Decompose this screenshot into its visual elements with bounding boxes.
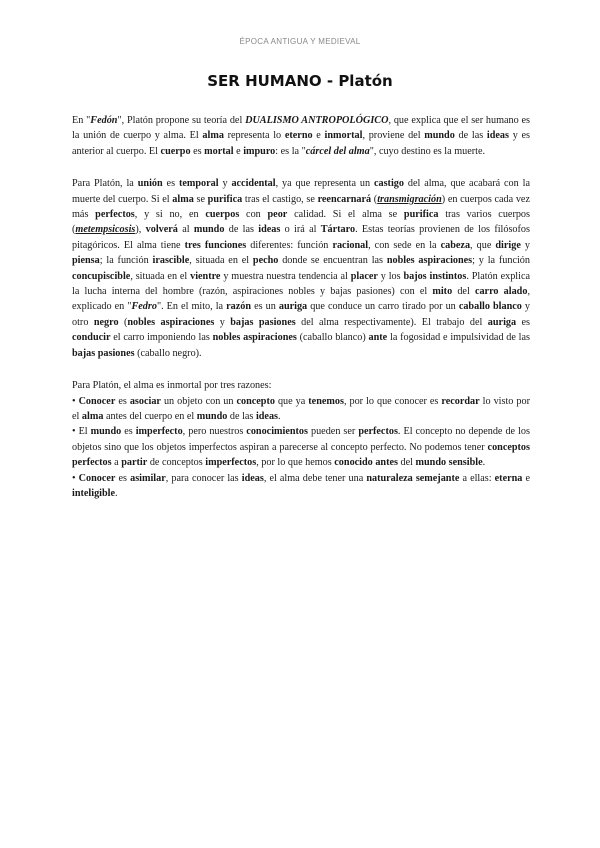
text-run: de las [227, 410, 256, 422]
text-run: , situada en el [189, 255, 253, 267]
text-run: , y si no, en [134, 209, 206, 221]
text-run: . [278, 410, 281, 422]
emphasis-text: conocimientos [246, 426, 308, 438]
text-run: En " [72, 115, 91, 126]
text-run: se [193, 193, 208, 205]
emphasis-text: ideas [486, 130, 509, 142]
text-run: ", cuyo destino es la muerte. [369, 145, 486, 157]
emphasis-text: imperfectos [205, 457, 257, 469]
text-run: diferentes: función [246, 239, 333, 251]
emphasis-text: ideas [255, 410, 279, 422]
text-run: y los [377, 270, 404, 282]
text-run: que conduce un carro tirado por un [307, 301, 459, 313]
emphasis-text: piensa [72, 255, 100, 267]
text-run: el carro imponiendo las [110, 332, 213, 344]
text-run: representa lo [223, 130, 285, 142]
text-run: la fogosidad e impulsividad de las [387, 332, 530, 344]
text-run: ( [371, 193, 378, 205]
page-title: SER HUMANO - Platón [207, 72, 393, 90]
paragraph-union-soul-functions [72, 176, 530, 361]
emphasis-text: DUALISMO ANTROPOLÓGICO [245, 115, 389, 126]
emphasis-text: dirige [495, 239, 521, 251]
text-run: donde se encuentran las [278, 255, 387, 267]
emphasis-text: peor [267, 209, 288, 221]
emphasis-text: alma [172, 193, 194, 205]
emphasis-text: mundo [90, 426, 122, 438]
text-run: del [452, 286, 475, 298]
emphasis-text: concupiscible [72, 270, 131, 282]
emphasis-text: auriga [278, 301, 308, 313]
text-run: , por lo que conocer es [343, 395, 442, 407]
emphasis-text: temporal [178, 178, 219, 190]
text-run: que ya [274, 395, 309, 407]
text-run: del alma, que acabará con la muerte del cuerpo. Si el [72, 178, 530, 205]
emphasis-text: purifica [207, 193, 243, 205]
text-run: es [115, 472, 131, 484]
text-run: a ellas: [459, 472, 495, 484]
list-item-reason-1 [72, 394, 530, 425]
emphasis-text: nobles aspiraciones [386, 255, 473, 267]
emphasis-text: accidental [231, 178, 276, 190]
text-run: ", Platón propone su teoría del [117, 115, 246, 126]
emphasis-text: pecho [252, 255, 279, 267]
text-run: . Estas teorías provienen de los filósofos pitagóricos. El alma tiene [72, 224, 530, 251]
text-run: e [522, 472, 530, 484]
emphasis-text: bajas pasiones [230, 316, 296, 328]
text-run: , que [470, 239, 496, 251]
document-body [72, 113, 530, 501]
emphasis-text: carro alado [474, 286, 528, 298]
emphasis-text: eterna [494, 472, 523, 484]
emphasis-text: perfectos [95, 209, 135, 221]
emphasis-text: reencarnará [317, 193, 372, 205]
emphasis-text: placer [350, 270, 378, 282]
text-run: , pero nuestros [182, 426, 247, 438]
emphasis-text: inmortal [324, 130, 363, 142]
emphasis-text: antes [375, 457, 398, 469]
emphasis-text: alma [81, 410, 104, 422]
emphasis-text: asimilar [130, 472, 166, 484]
emphasis-text: Fedón [90, 115, 118, 126]
emphasis-text: ante [368, 332, 388, 344]
text-run: de las [454, 130, 487, 142]
text-run: a [111, 457, 122, 469]
emphasis-text: asociar [129, 395, 161, 407]
emphasis-text: caballo blanco [458, 301, 522, 313]
text-run: con [239, 209, 268, 221]
emphasis-text: partir [121, 457, 148, 469]
emphasis-text: impuro [243, 145, 276, 157]
text-run: . Platón explica la lucha interna del hombre (razón, aspiraciones nobles y bajas pasiones) con el [72, 270, 531, 298]
text-run: Para Platón, el alma es inmortal por tres razones: [72, 380, 272, 392]
emphasis-text: alma [202, 130, 224, 142]
text-run: o irá al [280, 224, 321, 236]
emphasis-text: irascible [152, 255, 190, 267]
emphasis-text: imperfecto [135, 426, 183, 438]
text-run: , ya que representa un [275, 178, 374, 190]
emphasis-text: Conocer [78, 395, 116, 407]
paragraph-immortality-intro [72, 378, 530, 393]
text-run: • [72, 395, 79, 407]
text-run: y otro [72, 301, 530, 328]
emphasis-text: nobles aspiraciones [212, 332, 297, 344]
text-run: del alma respectivamente). El trabajo del [295, 316, 488, 328]
text-run: y [218, 178, 232, 190]
text-run: , situada en el [130, 270, 191, 282]
text-run: tras el castigo, se [242, 193, 318, 205]
text-run: ) en cuerpos cada vez más [72, 193, 530, 221]
emphasis-text: conducir [72, 332, 111, 344]
text-run: de conceptos [147, 457, 206, 469]
emphasis-text: metempsicosis [75, 224, 136, 236]
text-run: y [214, 316, 231, 328]
text-run: , que explica que el ser humano es la unión de cuerpo y alma. El [72, 115, 531, 142]
emphasis-text: mundo [193, 224, 225, 236]
text-run: es [516, 316, 530, 328]
text-run: es [115, 395, 130, 407]
text-run: • [72, 472, 79, 484]
paragraph-intro-dualism [72, 113, 530, 159]
emphasis-text: bajos instintos [403, 270, 467, 282]
emphasis-text: mito [432, 286, 453, 298]
text-run: calidad. Si el alma se [287, 209, 404, 221]
emphasis-text: razón [226, 301, 252, 313]
emphasis-text: unión [137, 178, 163, 190]
text-run: (caballo blanco) [296, 332, 369, 344]
emphasis-text: concepto [236, 395, 275, 407]
emphasis-text: mundo sensible [415, 457, 483, 469]
text-run: es [190, 145, 205, 157]
emphasis-text: perfectos [358, 426, 398, 438]
emphasis-text: ideas [241, 472, 264, 484]
text-run: un objeto con un [160, 395, 237, 407]
text-run: e [312, 130, 325, 142]
emphasis-text: cuerpos [205, 209, 240, 221]
emphasis-text: negro [93, 316, 119, 328]
text-run: tras varios cuerpos ( [72, 209, 530, 236]
list-item-reason-3 [72, 471, 530, 502]
emphasis-text: inteligible [72, 487, 116, 499]
emphasis-text: naturaleza semejante [366, 472, 460, 484]
emphasis-text: volverá [145, 224, 178, 236]
emphasis-text: Conocer [78, 472, 116, 484]
text-run: (caballo negro). [134, 347, 202, 359]
text-run: pueden ser [307, 426, 359, 438]
text-run: ". En el mito, la [156, 301, 227, 313]
text-run: lo visto por el [72, 395, 530, 422]
emphasis-text: Fedro [131, 301, 157, 313]
emphasis-text: tenemos [308, 395, 344, 407]
emphasis-text: mortal [204, 145, 234, 157]
emphasis-text: purifica [403, 209, 439, 221]
emphasis-text: racional [332, 239, 369, 251]
text-run: es [121, 426, 136, 438]
text-run: . [115, 487, 118, 499]
text-run: del [397, 457, 416, 469]
emphasis-text: transmigración [377, 193, 442, 205]
text-run: ), [135, 224, 146, 236]
emphasis-text: tres funciones [184, 239, 247, 251]
text-run: , proviene del [362, 130, 425, 142]
text-run: , el alma debe tener una [263, 472, 367, 484]
text-run: es un [251, 301, 279, 313]
text-run: • El [72, 426, 91, 438]
text-run: e [233, 145, 244, 157]
emphasis-text: conocido [334, 457, 373, 469]
text-run: es [162, 178, 179, 190]
text-run: , explicado en " [72, 286, 530, 313]
emphasis-text: cabeza [440, 239, 471, 251]
text-run: , con sede en la [368, 239, 441, 251]
text-run: , para conocer las [165, 472, 242, 484]
text-run: . El concepto no depende de los objetos sino que los objetos imperfectos aspiran a parecerse al concepto perfecto. No podemos tener [72, 426, 530, 453]
emphasis-text: cárcel del alma [305, 145, 370, 157]
emphasis-text: bajas pasiones [72, 347, 135, 359]
text-run: al [177, 224, 194, 236]
text-run: de las [224, 224, 259, 236]
text-run: ; la función [99, 255, 153, 267]
emphasis-text: Tártaro [320, 224, 356, 236]
emphasis-text: mundo [196, 410, 228, 422]
emphasis-text: vientre [190, 270, 221, 282]
text-run: Para Platón, la [72, 178, 138, 190]
text-run: ; y la función [472, 255, 530, 267]
text-run: y es anterior al cuerpo. El [72, 130, 530, 157]
emphasis-text: mundo [424, 130, 455, 142]
emphasis-text: ideas [258, 224, 281, 236]
emphasis-text: cuerpo [160, 145, 191, 157]
emphasis-text: nobles aspiraciones [127, 316, 215, 328]
emphasis-text: recordar [441, 395, 480, 407]
text-run: . [482, 457, 486, 469]
text-run: : es la " [275, 145, 306, 157]
text-run: y [520, 239, 530, 251]
emphasis-text: eterno [284, 130, 313, 142]
text-run: , por lo que hemos [256, 457, 335, 469]
running-header: ÉPOCA ANTIGUA Y MEDIEVAL [239, 37, 361, 46]
emphasis-text: castigo [373, 178, 404, 190]
text-run: y muestra nuestra tendencia al [220, 270, 351, 282]
text-run: antes del cuerpo en el [103, 410, 197, 422]
emphasis-text: conceptos perfectos [72, 441, 530, 469]
text-run: ( [118, 316, 128, 328]
list-item-reason-2 [72, 424, 530, 470]
emphasis-text: auriga [487, 316, 517, 328]
